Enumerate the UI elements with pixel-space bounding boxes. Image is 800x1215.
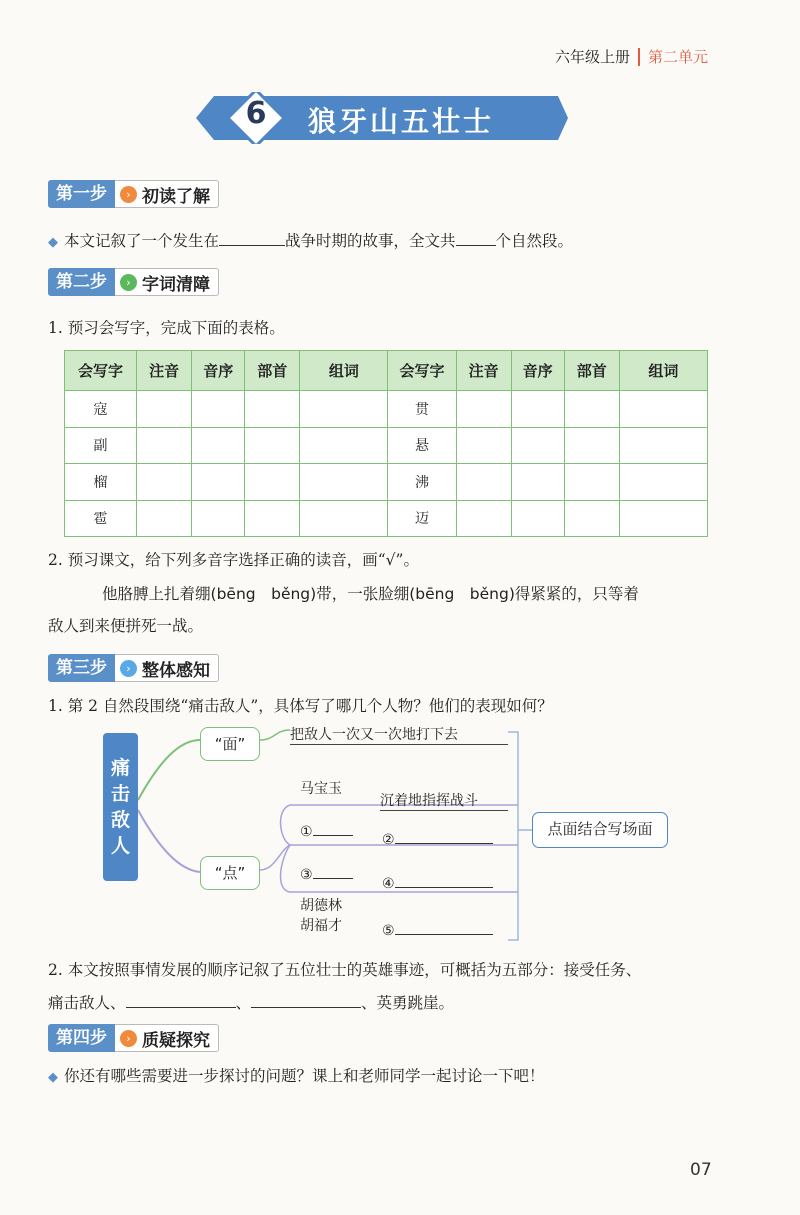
diamond-bullet-icon: ◆ xyxy=(48,235,58,250)
table-cell[interactable] xyxy=(619,391,707,428)
pinyin-options[interactable]: (bēng běng) xyxy=(210,585,317,603)
table-char: 寇 xyxy=(65,391,137,428)
answer-blank[interactable] xyxy=(219,228,285,246)
lesson-title-banner xyxy=(190,92,570,144)
table-cell[interactable] xyxy=(192,427,245,464)
step2-label: 第二步 xyxy=(48,268,115,296)
table-char: 沸 xyxy=(388,464,456,501)
table-cell[interactable] xyxy=(137,500,192,537)
step4-question: ◆ 你还有哪些需要进一步探讨的问题？课上和老师同学一起讨论一下吧！ xyxy=(48,1067,545,1085)
table-cell[interactable] xyxy=(192,464,245,501)
table-cell[interactable] xyxy=(300,427,388,464)
mian-description: 把敌人一次又一次地打下去 xyxy=(290,724,508,745)
page-number: 07 xyxy=(690,1160,712,1180)
conclusion-box: 点面结合写场面 xyxy=(532,812,668,848)
table-cell[interactable] xyxy=(619,427,707,464)
table-cell[interactable] xyxy=(192,391,245,428)
table-cell[interactable] xyxy=(511,427,564,464)
arrow-icon: › xyxy=(120,274,137,291)
arrow-icon: › xyxy=(120,186,137,203)
mindmap-mian-node: “面” xyxy=(200,727,260,761)
table-header-row: 会写字 注音 音序 部首 组词 会写字 注音 音序 部首 组词 xyxy=(65,351,708,391)
table-cell[interactable] xyxy=(564,464,619,501)
blank-3: ③ xyxy=(300,865,353,883)
table-cell[interactable] xyxy=(245,427,300,464)
step1-name: 初读了解 xyxy=(142,186,210,207)
mindmap-root: 痛 击 敌 人 xyxy=(103,733,138,881)
table-cell[interactable] xyxy=(456,427,511,464)
pinyin-options[interactable]: (bēng běng) xyxy=(409,585,515,603)
diamond-bullet-icon: ◆ xyxy=(48,1070,58,1085)
table-char: 雹 xyxy=(65,500,137,537)
table-cell[interactable] xyxy=(564,500,619,537)
step4-name: 质疑探究 xyxy=(142,1030,210,1051)
table-cell[interactable] xyxy=(245,464,300,501)
table-char: 贯 xyxy=(388,391,456,428)
step3-q2-line2: 痛击敌人、 、 、英勇跳崖。 xyxy=(48,990,454,1015)
table-row xyxy=(65,500,708,537)
table-row xyxy=(65,391,708,428)
table-cell[interactable] xyxy=(511,464,564,501)
blank-4: ④ xyxy=(382,874,493,892)
table-cell[interactable] xyxy=(137,391,192,428)
table-row xyxy=(65,464,708,501)
answer-blank[interactable] xyxy=(313,865,353,879)
table-row xyxy=(65,427,708,464)
grade-label: 六年级上册 xyxy=(554,48,630,66)
table-cell[interactable] xyxy=(300,391,388,428)
table-cell[interactable] xyxy=(511,391,564,428)
table-cell[interactable] xyxy=(300,464,388,501)
step3-name: 整体感知 xyxy=(142,660,210,681)
step1-question: ◆ 本文记叙了一个发生在 战争时期的故事，全文共 个自然段。 xyxy=(48,228,573,255)
step3-label: 第三步 xyxy=(48,654,115,682)
step4-heading xyxy=(48,1024,219,1052)
answer-blank[interactable] xyxy=(395,921,493,935)
lesson-number: 6 xyxy=(245,96,267,131)
blank-1: ① xyxy=(300,822,353,840)
step3-heading xyxy=(48,654,219,682)
lesson-title: 狼牙山五壮士 xyxy=(308,105,495,138)
polyphone-sentence: 他胳膊上扎着绷(bēng běng)带，一张脸绷(bēng běng)得紧紧的，只等着 xyxy=(102,585,639,603)
table-cell[interactable] xyxy=(192,500,245,537)
table-cell[interactable] xyxy=(245,391,300,428)
person-ma-baoyu: 马宝玉 xyxy=(300,781,342,797)
table-char: 榴 xyxy=(65,464,137,501)
step1-label: 第一步 xyxy=(48,180,115,208)
arrow-icon: › xyxy=(120,1030,137,1047)
table-cell[interactable] xyxy=(456,500,511,537)
step2-q2: 2. 预习课文，给下列多音字选择正确的读音，画“√”。 xyxy=(48,551,419,569)
step3-q1: 1. 第 2 自然段围绕“痛击敌人”，具体写了哪几个人物？他们的表现如何？ xyxy=(48,697,553,715)
table-cell[interactable] xyxy=(511,500,564,537)
table-cell[interactable] xyxy=(456,391,511,428)
table-cell[interactable] xyxy=(456,464,511,501)
table-cell[interactable] xyxy=(300,500,388,537)
table-char: 副 xyxy=(65,427,137,464)
step4-label: 第四步 xyxy=(48,1024,115,1052)
answer-blank[interactable] xyxy=(251,990,361,1008)
step2-q1: 1. 预习会写字，完成下面的表格。 xyxy=(48,319,285,337)
table-cell[interactable] xyxy=(619,500,707,537)
answer-blank[interactable] xyxy=(126,990,236,1008)
table-cell[interactable] xyxy=(137,464,192,501)
answer-blank[interactable] xyxy=(395,830,493,844)
answer-blank[interactable] xyxy=(313,822,353,836)
step2-heading xyxy=(48,268,219,296)
person-hu-delin: 胡德林 xyxy=(300,898,342,914)
unit-label: 第二单元 xyxy=(647,48,708,66)
table-char: 悬 xyxy=(388,427,456,464)
step1-heading xyxy=(48,180,219,208)
table-cell[interactable] xyxy=(245,500,300,537)
table-cell[interactable] xyxy=(564,391,619,428)
table-char: 迈 xyxy=(388,500,456,537)
table-cell[interactable] xyxy=(619,464,707,501)
blank-5: ⑤ xyxy=(382,921,493,939)
table-cell[interactable] xyxy=(564,427,619,464)
arrow-icon: › xyxy=(120,660,137,677)
answer-blank[interactable] xyxy=(395,874,493,888)
table-cell[interactable] xyxy=(137,427,192,464)
person1-description: 沉着地指挥战斗 xyxy=(380,790,508,811)
step3-q2-line1: 2. 本文按照事情发展的顺序记叙了五位壮士的英雄事迹，可概括为五部分：接受任务、 xyxy=(48,961,642,979)
header-divider xyxy=(638,48,640,66)
page-header xyxy=(555,46,708,67)
mindmap-dian-node: “点” xyxy=(200,856,260,890)
polyphone-sentence-end: 敌人到来便拼死一战。 xyxy=(48,617,204,635)
blank-2: ② xyxy=(382,830,493,848)
step2-name: 字词清障 xyxy=(142,274,210,295)
person-hu-fucai: 胡福才 xyxy=(300,918,342,934)
character-table xyxy=(64,350,708,537)
answer-blank[interactable] xyxy=(456,228,496,246)
